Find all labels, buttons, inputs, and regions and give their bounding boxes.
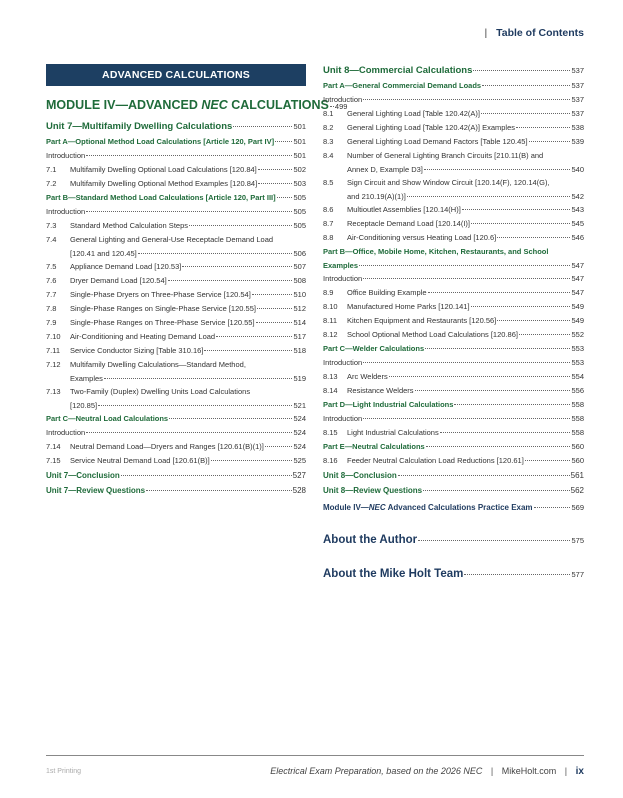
toc-part-entry[interactable]: Part B—Standard Method Load Calculations [Article 120, Part III] 505 bbox=[46, 193, 306, 202]
toc-review-entry[interactable]: Unit 7—Review Questions 528 bbox=[46, 486, 306, 495]
printing-note: 1st Printing bbox=[46, 768, 82, 775]
toc-section-entry[interactable]: 7.14 Neutral Demand Load—Dryers and Ranges [120.61(B)(1)] 524 bbox=[46, 442, 306, 451]
toc-part-entry[interactable]: Part C—Neutral Load Calculations 524 bbox=[46, 414, 306, 423]
toc-section-entry[interactable]: 7.13 Two-Family (Duplex) Dwelling Units Load Calculations [120.85] 521 bbox=[46, 387, 306, 410]
toc-section-entry[interactable]: 8.6 Multioutlet Assemblies [120.14(H)] 543 bbox=[323, 205, 584, 214]
page-number: ix bbox=[575, 766, 584, 777]
running-footer: Electrical Exam Preparation, based on the 2026 NEC | MikeHolt.com | ix bbox=[270, 766, 584, 777]
toc-section-entry[interactable]: 7.10 Air-Conditioning and Heating Demand Load 517 bbox=[46, 332, 306, 341]
toc-part-entry[interactable]: Part C—Welder Calculations 553 bbox=[323, 344, 584, 353]
toc-intro-entry[interactable]: Introduction 505 bbox=[46, 207, 306, 216]
toc-section-entry[interactable]: 7.6 Dryer Demand Load [120.54] 508 bbox=[46, 276, 306, 285]
toc-intro-entry[interactable]: Introduction 547 bbox=[323, 274, 584, 283]
toc-section-entry[interactable]: 8.9 Office Building Example 547 bbox=[323, 288, 584, 297]
toc-section-entry[interactable]: 8.4 Number of General Lighting Branch Circuits [210.11(B) and Annex D, Example D3] 540 bbox=[323, 151, 584, 174]
toc-section-entry[interactable]: 7.4 General Lighting and General-Use Receptacle Demand Load [120.41 and 120.45] 506 bbox=[46, 235, 306, 258]
toc-section-entry[interactable]: 8.12 School Optional Method Load Calculations [120.86] 552 bbox=[323, 330, 584, 339]
toc-section-entry[interactable]: 7.12 Multifamily Dwelling Calculations—Standard Method, Examples 519 bbox=[46, 360, 306, 383]
toc-intro-entry[interactable]: Introduction 558 bbox=[323, 414, 584, 423]
toc-module-entry[interactable] bbox=[46, 96, 348, 114]
toc-section-entry[interactable]: 8.14 Resistance Welders 556 bbox=[323, 386, 584, 395]
website-link[interactable]: MikeHolt.com bbox=[501, 766, 557, 776]
toc-unit-entry[interactable]: Unit 8—Commercial Calculations 537 bbox=[323, 65, 584, 76]
toc-section-entry[interactable]: 8.3 General Lighting Load Demand Factors [Table 120.45] 539 bbox=[323, 137, 584, 146]
toc-about-author-entry[interactable]: About the Author 575 bbox=[323, 534, 584, 546]
toc-conclusion-entry[interactable]: Unit 8—Conclusion 561 bbox=[323, 471, 584, 480]
toc-section-entry[interactable]: 8.10 Manufactured Home Parks [120.141] 549 bbox=[323, 302, 584, 311]
toc-section-entry[interactable]: 8.2 General Lighting Load [Table 120.42(A)] Examples 538 bbox=[323, 123, 584, 132]
toc-conclusion-entry[interactable]: Unit 7—Conclusion 527 bbox=[46, 471, 306, 480]
toc-section-entry[interactable]: 7.7 Single-Phase Dryers on Three-Phase Service [120.54] 510 bbox=[46, 290, 306, 299]
toc-section-entry[interactable]: 7.2 Multifamily Dwelling Optional Method Examples [120.84] 503 bbox=[46, 179, 306, 188]
toc-part-entry[interactable]: Part D—Light Industrial Calculations 558 bbox=[323, 400, 584, 409]
section-banner: ADVANCED CALCULATIONS bbox=[46, 64, 306, 86]
toc-module-exam-entry[interactable]: Module IV—NEC Advanced Calculations Practice Exam 569 bbox=[323, 503, 584, 512]
toc-about-team-entry[interactable]: About the Mike Holt Team 577 bbox=[323, 568, 584, 580]
toc-section-entry[interactable]: 7.5 Appliance Demand Load [120.53] 507 bbox=[46, 262, 306, 271]
toc-left-column bbox=[46, 64, 348, 498]
toc-unit-entry[interactable]: Unit 7—Multifamily Dwelling Calculations 501 bbox=[46, 121, 306, 132]
toc-intro-entry[interactable]: Introduction 524 bbox=[46, 428, 306, 437]
toc-part-entry[interactable]: Part A—Optional Method Load Calculations [Article 120, Part IV] 501 bbox=[46, 137, 306, 146]
toc-section-entry[interactable]: 8.16 Feeder Neutral Calculation Load Reductions [120.61] 560 bbox=[323, 456, 584, 465]
book-title: Electrical Exam Preparation, based on the 2026 NEC bbox=[270, 766, 483, 776]
page-number: 499 bbox=[334, 102, 348, 111]
toc-part-entry[interactable]: Part E—Neutral Calculations 560 bbox=[323, 442, 584, 451]
toc-part-entry[interactable]: Part B—Office, Mobile Home, Kitchen, Restaurants, and School Examples 547 bbox=[323, 247, 584, 270]
toc-right-column bbox=[323, 62, 584, 583]
running-header bbox=[484, 27, 584, 39]
toc-section-entry[interactable]: 8.5 Sign Circuit and Show Window Circuit [120.14(F), 120.14(G), and 210.19(A)(1)] 542 bbox=[323, 178, 584, 201]
toc-intro-entry[interactable]: Introduction 501 bbox=[46, 151, 306, 160]
toc-section-entry[interactable]: 7.8 Single-Phase Ranges on Single-Phase Service [120.55] 512 bbox=[46, 304, 306, 313]
module-title: MODULE IV—ADVANCED NEC CALCULATIONS bbox=[46, 98, 329, 112]
toc-review-entry[interactable]: Unit 8—Review Questions 562 bbox=[323, 486, 584, 495]
toc-intro-entry[interactable]: Introduction 553 bbox=[323, 358, 584, 367]
toc-section-entry[interactable]: 8.8 Air-Conditioning versus Heating Load [120.6] 546 bbox=[323, 233, 584, 242]
footer-rule bbox=[46, 755, 584, 756]
header-title: Table of Contents bbox=[496, 27, 584, 39]
toc-section-entry[interactable]: 8.1 General Lighting Load [Table 120.42(A)] 537 bbox=[323, 109, 584, 118]
toc-section-entry[interactable]: 8.11 Kitchen Equipment and Restaurants [120.56] 549 bbox=[323, 316, 584, 325]
toc-part-entry[interactable]: Part A—General Commercial Demand Loads 537 bbox=[323, 81, 584, 90]
toc-section-entry[interactable]: 7.15 Service Neutral Demand Load [120.61(B)] 525 bbox=[46, 456, 306, 465]
toc-section-entry[interactable]: 8.13 Arc Welders 554 bbox=[323, 372, 584, 381]
toc-section-entry[interactable]: 8.15 Light Industrial Calculations 558 bbox=[323, 428, 584, 437]
toc-section-entry[interactable]: 7.11 Service Conductor Sizing [Table 310.16] 518 bbox=[46, 346, 306, 355]
toc-intro-entry[interactable]: Introduction 537 bbox=[323, 95, 584, 104]
header-divider: | bbox=[484, 27, 488, 39]
toc-section-entry[interactable]: 7.1 Multifamily Dwelling Optional Load Calculations [120.84] 502 bbox=[46, 165, 306, 174]
toc-section-entry[interactable]: 8.7 Receptacle Demand Load [120.14(I)] 545 bbox=[323, 219, 584, 228]
toc-section-entry[interactable]: 7.9 Single-Phase Ranges on Three-Phase Service [120.55] 514 bbox=[46, 318, 306, 327]
toc-section-entry[interactable]: 7.3 Standard Method Calculation Steps 505 bbox=[46, 221, 306, 230]
